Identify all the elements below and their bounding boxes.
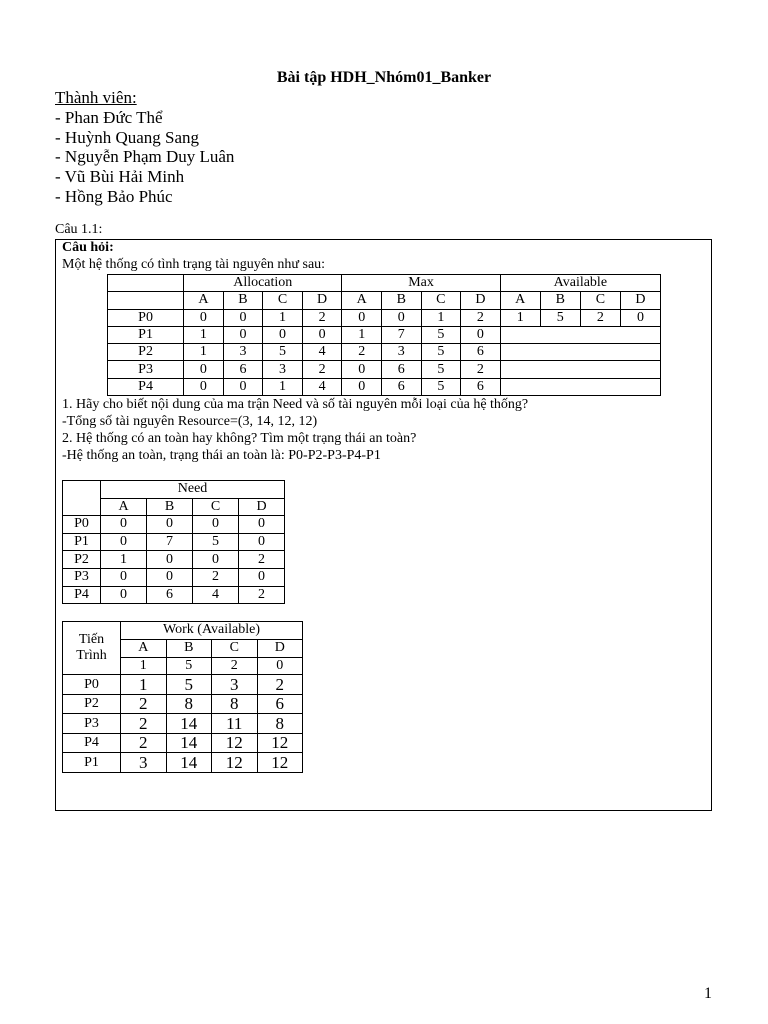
resource-label: B xyxy=(223,292,263,309)
need-cell: 4 xyxy=(193,586,239,604)
work-cell: 6 xyxy=(257,694,303,714)
table-row xyxy=(108,344,661,361)
resource-label: A xyxy=(121,639,167,657)
work-cell: 2 xyxy=(121,694,167,714)
available-header: Available xyxy=(500,275,660,292)
allocation-cell: 4 xyxy=(302,378,342,395)
max-cell: 3 xyxy=(381,344,421,361)
process-header-line: Tiến xyxy=(78,632,105,648)
available-cell: 0 xyxy=(620,309,660,326)
available-empty-cell xyxy=(500,378,660,395)
table-row xyxy=(108,326,661,343)
member-item: - Hồng Bảo Phúc xyxy=(55,186,173,206)
resource-label: C xyxy=(580,292,620,309)
member-item: - Phan Đức Thể xyxy=(55,108,163,127)
table-row xyxy=(63,694,303,714)
initial-work-cell: 0 xyxy=(257,657,303,675)
need-cell: 2 xyxy=(193,568,239,586)
allocation-cell: 0 xyxy=(263,326,303,343)
max-cell: 5 xyxy=(421,378,461,395)
answer-line: -Tổng số tài nguyên Resource=(3, 14, 12, 12) xyxy=(62,414,318,429)
process-cell: P3 xyxy=(63,568,101,586)
need-cell: 0 xyxy=(193,551,239,569)
resource-label: B xyxy=(381,292,421,309)
available-empty-cell xyxy=(500,361,660,378)
resource-label: D xyxy=(620,292,660,309)
initial-work-cell: 5 xyxy=(166,657,212,675)
table-header-row xyxy=(108,275,661,292)
resource-label: A xyxy=(101,498,147,516)
resource-label: B xyxy=(147,498,193,516)
max-header: Max xyxy=(342,275,500,292)
initial-work-cell: 1 xyxy=(121,657,167,675)
process-cell: P2 xyxy=(63,551,101,569)
max-cell: 5 xyxy=(421,361,461,378)
resource-label: B xyxy=(166,639,212,657)
max-cell: 1 xyxy=(342,326,382,343)
question-heading: Câu hỏi: xyxy=(62,240,114,255)
available-cell: 5 xyxy=(540,309,580,326)
need-cell: 2 xyxy=(239,586,285,604)
max-cell: 0 xyxy=(381,309,421,326)
process-cell: P0 xyxy=(108,309,184,326)
table-row xyxy=(108,361,661,378)
table-row xyxy=(108,378,661,395)
allocation-cell: 6 xyxy=(223,361,263,378)
need-cell: 0 xyxy=(193,516,239,534)
allocation-cell: 0 xyxy=(184,378,224,395)
process-header xyxy=(63,622,121,675)
need-cell: 6 xyxy=(147,586,193,604)
table-row xyxy=(63,753,303,773)
allocation-cell: 0 xyxy=(223,309,263,326)
question-line: 1. Hãy cho biết nội dung của ma trận Need và số tài nguyên mỗi loại của hệ thống? xyxy=(62,397,529,412)
need-cell: 0 xyxy=(147,551,193,569)
allocation-cell: 2 xyxy=(302,309,342,326)
resource-label: C xyxy=(421,292,461,309)
work-cell: 2 xyxy=(121,714,167,734)
table-row xyxy=(63,714,303,734)
resource-label: D xyxy=(302,292,342,309)
resource-label: D xyxy=(239,498,285,516)
work-cell: 14 xyxy=(166,714,212,734)
need-cell: 0 xyxy=(147,516,193,534)
work-cell: 8 xyxy=(212,694,258,714)
resource-label: B xyxy=(540,292,580,309)
table-row xyxy=(63,733,303,753)
resource-label: D xyxy=(461,292,501,309)
question-line: 2. Hệ thống có an toàn hay không? Tìm một trạng thái an toàn? xyxy=(62,431,417,446)
resource-label: C xyxy=(263,292,303,309)
max-cell: 2 xyxy=(342,344,382,361)
member-item: - Huỳnh Quang Sang xyxy=(55,127,200,147)
process-cell: P0 xyxy=(63,675,121,695)
available-empty-cell xyxy=(500,326,660,343)
members-heading: Thành viên: xyxy=(55,88,137,107)
process-cell: P1 xyxy=(63,753,121,773)
table-header-row xyxy=(63,622,303,640)
need-cell: 0 xyxy=(239,568,285,586)
max-cell: 2 xyxy=(461,309,501,326)
need-cell: 0 xyxy=(239,516,285,534)
member-item: - Vũ Bùi Hải Minh xyxy=(55,167,185,187)
work-cell: 3 xyxy=(121,753,167,773)
process-cell: P3 xyxy=(108,361,184,378)
max-cell: 6 xyxy=(381,378,421,395)
allocation-cell: 5 xyxy=(263,344,303,361)
work-cell: 2 xyxy=(257,675,303,695)
table-row xyxy=(63,675,303,695)
initial-work-cell: 2 xyxy=(212,657,258,675)
process-cell: P2 xyxy=(108,344,184,361)
work-cell: 12 xyxy=(212,753,258,773)
resource-state-table xyxy=(107,274,661,396)
allocation-cell: 3 xyxy=(263,361,303,378)
allocation-cell: 0 xyxy=(184,361,224,378)
process-cell: P1 xyxy=(108,326,184,343)
resource-label: A xyxy=(342,292,382,309)
work-cell: 12 xyxy=(212,733,258,753)
max-cell: 6 xyxy=(461,344,501,361)
corner-cell xyxy=(108,292,184,309)
question-label: Câu 1.1: xyxy=(55,222,103,237)
allocation-cell: 1 xyxy=(184,344,224,361)
table-row xyxy=(63,516,285,534)
process-cell: P4 xyxy=(63,586,101,604)
document-title: Bài tập HDH_Nhóm01_Banker xyxy=(276,69,492,86)
allocation-cell: 0 xyxy=(184,309,224,326)
allocation-cell: 0 xyxy=(223,326,263,343)
allocation-header: Allocation xyxy=(184,275,342,292)
need-cell: 0 xyxy=(147,568,193,586)
max-cell: 6 xyxy=(461,378,501,395)
question-intro: Một hệ thống có tình trạng tài nguyên như sau: xyxy=(62,257,326,272)
table-row xyxy=(63,568,285,586)
page-number: 1 xyxy=(704,985,712,1002)
max-cell: 2 xyxy=(461,361,501,378)
table-header-row xyxy=(63,481,285,499)
work-cell: 8 xyxy=(166,694,212,714)
allocation-cell: 2 xyxy=(302,361,342,378)
member-item: - Nguyễn Phạm Duy Luân xyxy=(55,147,235,167)
answer-lines xyxy=(62,396,528,464)
work-cell: 12 xyxy=(257,753,303,773)
max-cell: 0 xyxy=(342,361,382,378)
allocation-cell: 1 xyxy=(263,309,303,326)
process-cell: P2 xyxy=(63,694,121,714)
max-cell: 0 xyxy=(342,309,382,326)
need-cell: 0 xyxy=(101,533,147,551)
work-cell: 8 xyxy=(257,714,303,734)
process-header-line: Trình xyxy=(76,648,107,664)
process-cell: P3 xyxy=(63,714,121,734)
max-cell: 5 xyxy=(421,344,461,361)
corner-cell xyxy=(63,481,101,516)
max-cell: 0 xyxy=(342,378,382,395)
work-cell: 11 xyxy=(212,714,258,734)
process-cell: P1 xyxy=(63,533,101,551)
max-cell: 1 xyxy=(421,309,461,326)
process-cell: P4 xyxy=(63,733,121,753)
work-cell: 1 xyxy=(121,675,167,695)
allocation-cell: 0 xyxy=(302,326,342,343)
resource-label: A xyxy=(184,292,224,309)
max-cell: 5 xyxy=(421,326,461,343)
work-cell: 14 xyxy=(166,733,212,753)
table-row xyxy=(63,586,285,604)
allocation-cell: 0 xyxy=(223,378,263,395)
available-empty-cell xyxy=(500,344,660,361)
allocation-cell: 1 xyxy=(184,326,224,343)
resource-header-row xyxy=(108,292,661,309)
resource-label: A xyxy=(500,292,540,309)
available-cell: 2 xyxy=(580,309,620,326)
corner-cell xyxy=(108,275,184,292)
members-list xyxy=(55,108,234,206)
table-row xyxy=(63,551,285,569)
need-table xyxy=(62,480,285,604)
table-row xyxy=(108,309,661,326)
need-cell: 0 xyxy=(101,586,147,604)
resource-label: D xyxy=(257,639,303,657)
work-table xyxy=(62,621,303,773)
max-cell: 7 xyxy=(381,326,421,343)
need-header: Need xyxy=(101,481,285,499)
need-cell: 1 xyxy=(101,551,147,569)
need-cell: 0 xyxy=(101,516,147,534)
table-row xyxy=(63,533,285,551)
need-cell: 5 xyxy=(193,533,239,551)
work-cell: 2 xyxy=(121,733,167,753)
process-cell: P0 xyxy=(63,516,101,534)
max-cell: 6 xyxy=(381,361,421,378)
work-cell: 3 xyxy=(212,675,258,695)
need-cell: 7 xyxy=(147,533,193,551)
work-cell: 12 xyxy=(257,733,303,753)
allocation-cell: 3 xyxy=(223,344,263,361)
allocation-cell: 1 xyxy=(263,378,303,395)
allocation-cell: 4 xyxy=(302,344,342,361)
process-cell: P4 xyxy=(108,378,184,395)
need-cell: 0 xyxy=(101,568,147,586)
resource-label: C xyxy=(212,639,258,657)
work-header: Work (Available) xyxy=(121,622,303,640)
work-cell: 5 xyxy=(166,675,212,695)
max-cell: 0 xyxy=(461,326,501,343)
resource-label: C xyxy=(193,498,239,516)
need-cell: 2 xyxy=(239,551,285,569)
available-cell: 1 xyxy=(500,309,540,326)
answer-line: -Hệ thống an toàn, trạng thái an toàn là: P0-P2-P3-P4-P1 xyxy=(62,448,381,463)
work-cell: 14 xyxy=(166,753,212,773)
need-cell: 0 xyxy=(239,533,285,551)
